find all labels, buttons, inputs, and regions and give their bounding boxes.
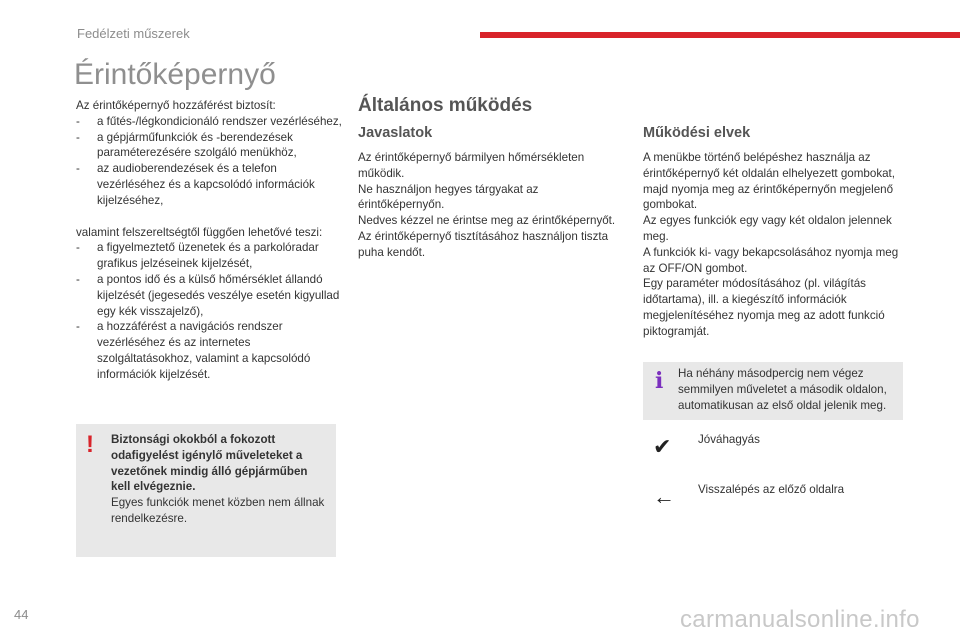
list-item: - a pontos idő és a külső hőmérséklet állandó kijelzését (jegesedés veszélye esetén kigyullad egy kék visszajelző),	[76, 272, 344, 319]
checkmark-icon: ✔	[653, 434, 672, 459]
left-column	[76, 98, 344, 383]
confirm-label: Jóváhagyás	[698, 433, 760, 446]
section-title: Fedélzeti műszerek	[77, 26, 190, 41]
principle-line: A menükbe történő belépéshez használja az érintőképernyő két oldalán elhelyezett gombokat, majd nyomja meg az érintőképernyőn megjelenő gombokat.	[643, 151, 895, 212]
tip-line: Nedves kézzel ne érintse meg az érintőképernyőt.	[358, 214, 616, 228]
page-title: Érintőképernyő	[74, 58, 276, 91]
principle-line: A funkciók ki- vagy bekapcsolásához nyomja meg az OFF/ON gombot.	[643, 245, 899, 275]
list-item: - a figyelmeztető üzenetek és a parkolóradar grafikus jelzéseinek kijelzését,	[76, 240, 344, 272]
tip-line: Ne használjon hegyes tárgyakat az érintőképernyőn.	[358, 182, 539, 212]
list-item: - az audioberendezések és a telefon vezérléséhez és a kapcsolódó információk kijelzéséhez,	[76, 161, 344, 208]
back-legend	[650, 480, 910, 510]
tips-text	[358, 150, 620, 261]
back-label: Visszalépés az előző oldalra	[698, 483, 845, 496]
main-heading: Általános működés	[358, 95, 533, 116]
intro-text-2: valamint felszereltségtől függően lehetővé teszi:	[76, 225, 323, 239]
exclamation-icon: !	[86, 431, 94, 458]
principle-line: Az egyes funkciók egy vagy két oldalon jelennek meg.	[643, 214, 892, 243]
warning-text	[111, 432, 327, 527]
principles-text	[643, 150, 905, 340]
watermark: carmanualsonline.info	[680, 606, 920, 633]
page-number: 44	[14, 607, 29, 622]
principle-line: Egy paraméter módosításához (pl. világítás időtartama), ill. a kiegészítő információk megjelenítéséhez nyomja meg az adott funkció piktogramját.	[643, 277, 885, 338]
intro-text: Az érintőképernyő hozzáférést biztosít:	[76, 99, 276, 112]
tips-heading: Javaslatok	[358, 125, 433, 141]
features-list	[76, 240, 344, 382]
header-accent-bar	[480, 32, 960, 38]
info-box	[643, 362, 903, 420]
info-text: Ha néhány másodpercig nem végez semmilyen műveletet a második oldalon, automatikusan az első oldal jelenik meg.	[678, 367, 887, 412]
back-arrow-icon: ←	[653, 484, 675, 509]
warning-bold-text: Biztonsági okokból a fokozott odafigyelést igénylő műveleteket a vezetőnek mindig álló gépjárműben kell elvégeznie.	[111, 433, 308, 494]
list-item: - a fűtés-/légkondicionáló rendszer vezérléséhez,	[76, 114, 344, 130]
confirm-legend	[650, 430, 910, 460]
list-item: - a gépjárműfunkciók és -berendezések paraméterezésére szolgáló menükhöz,	[76, 130, 344, 162]
principles-heading: Működési elvek	[643, 125, 751, 141]
access-list	[76, 114, 344, 209]
list-item: - a hozzáférést a navigációs rendszer vezérléséhez és az internetes szolgáltatásokhoz, valamint a kapcsolódó információk kijelzését.	[76, 319, 344, 382]
warning-normal-text: Egyes funkciók menet közben nem állnak rendelkezésre.	[111, 496, 325, 525]
tip-line: Az érintőképernyő tisztításához használjon tiszta puha kendőt.	[358, 229, 609, 259]
info-icon: i	[655, 368, 664, 394]
warning-box	[76, 424, 336, 557]
tip-line: Az érintőképernyő bármilyen hőmérsékleten működik.	[358, 151, 585, 180]
